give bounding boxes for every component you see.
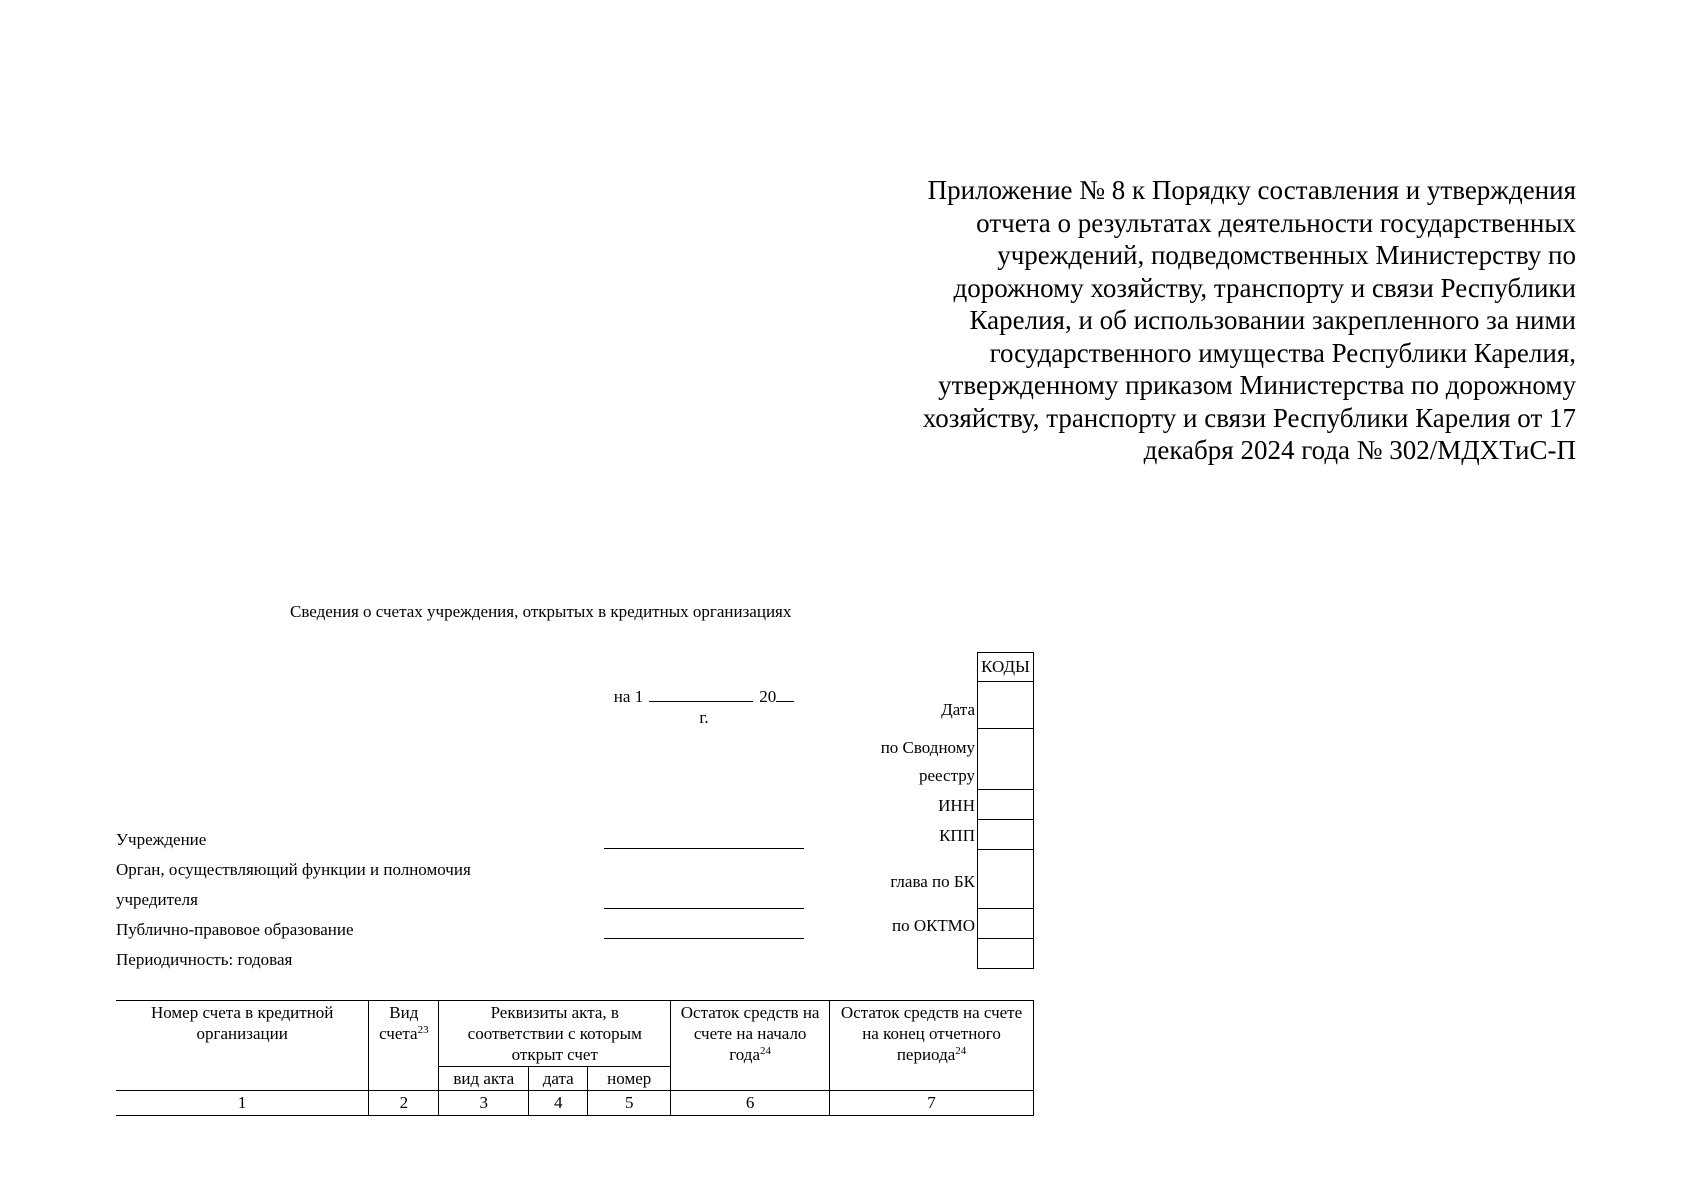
codes-header: КОДЫ: [977, 652, 1034, 682]
periodicity-label: Периодичность: годовая: [116, 950, 293, 969]
date-suffix: г.: [699, 708, 709, 727]
footnote-24: 24: [760, 1045, 772, 1057]
code-kpp-label: КПП: [939, 826, 975, 845]
col-number: 6: [671, 1091, 830, 1116]
col-balance-end-text: Остаток средств на счете на конец отчетного периода: [840, 1003, 1023, 1064]
code-chapter-cell[interactable]: [977, 849, 1034, 909]
table-number-row: [116, 1091, 1034, 1116]
code-registry-cell[interactable]: [977, 728, 1034, 790]
appendix-header: [840, 174, 1576, 467]
appendix-line: декабря 2024 года № 302/МДХТиС-П: [1143, 435, 1576, 465]
appendix-line: дорожному хозяйству, транспорту и связи Республики: [953, 272, 1576, 303]
code-inn-label: ИНН: [938, 796, 975, 815]
appendix-line: государственного имущества Республики Карелия,: [989, 337, 1576, 368]
col-balance-end: [830, 1001, 1034, 1091]
date-blank[interactable]: [649, 687, 753, 702]
col-act-date: дата: [529, 1067, 588, 1091]
col-number: 1: [116, 1091, 369, 1116]
col-act-type: вид акта: [439, 1067, 529, 1091]
founder-label-line2: учредителя: [116, 890, 198, 909]
code-extra-cell[interactable]: [977, 938, 1034, 969]
col-number: 5: [588, 1091, 671, 1116]
founder-line[interactable]: [604, 908, 804, 909]
date-year: 20: [759, 687, 777, 706]
code-registry-label-line1: по Сводному: [880, 738, 975, 757]
code-inn-cell[interactable]: [977, 789, 1034, 820]
table-header-row: [116, 1001, 1034, 1067]
col-act-details: Реквизиты акта, в соответствии с которым открыт счет: [439, 1001, 671, 1067]
code-oktmo-label: по ОКТМО: [891, 916, 975, 935]
code-oktmo-cell[interactable]: [977, 908, 1034, 939]
code-date-cell[interactable]: [977, 681, 1034, 729]
appendix-line: учреждений, подведомственных Министерству по: [997, 240, 1576, 270]
col-account-type-text: Вид счета: [379, 1003, 419, 1043]
col-number: 3: [439, 1091, 529, 1116]
appendix-line: отчета о результатах деятельности государственных: [976, 207, 1576, 238]
col-act-number: номер: [588, 1067, 671, 1091]
code-registry-label-line2: реестру: [919, 766, 975, 785]
year-blank[interactable]: [776, 687, 794, 702]
appendix-line: утвержденному приказом Министерства по дорожному: [938, 370, 1576, 400]
date-prefix: на 1: [613, 687, 644, 706]
appendix-line: хозяйству, транспорту и связи Республики Карелия от 17: [922, 402, 1576, 433]
footnote-24: 24: [955, 1045, 967, 1057]
col-account-type: [369, 1001, 439, 1091]
col-balance-start-text: Остаток средств на счете на начало года: [680, 1003, 820, 1064]
appendix-line: Карелия, и об использовании закрепленного за ними: [969, 305, 1576, 335]
public-entity-label: Публично-правовое образование: [116, 920, 354, 939]
institution-label: Учреждение: [116, 830, 207, 849]
report-title: Сведения о счетах учреждения, открытых в кредитных организациях: [290, 602, 792, 621]
footnote-23: 23: [417, 1024, 429, 1036]
col-number: 4: [529, 1091, 588, 1116]
public-entity-line[interactable]: [604, 938, 804, 939]
col-number: 7: [830, 1091, 1034, 1116]
appendix-line: Приложение № 8 к Порядку составления и утверждения: [927, 175, 1576, 205]
report-date: [604, 686, 804, 728]
code-date-label: Дата: [941, 700, 975, 719]
institution-line[interactable]: [604, 848, 804, 849]
code-chapter-label: глава по БК: [890, 872, 975, 891]
col-number: 2: [369, 1091, 439, 1116]
founder-label-line1: Орган, осуществляющий функции и полномочия: [116, 860, 471, 879]
col-account-number: Номер счета в кредитной организации: [116, 1001, 369, 1091]
code-kpp-cell[interactable]: [977, 819, 1034, 850]
col-balance-start: [671, 1001, 830, 1091]
accounts-table: [116, 1000, 1034, 1116]
